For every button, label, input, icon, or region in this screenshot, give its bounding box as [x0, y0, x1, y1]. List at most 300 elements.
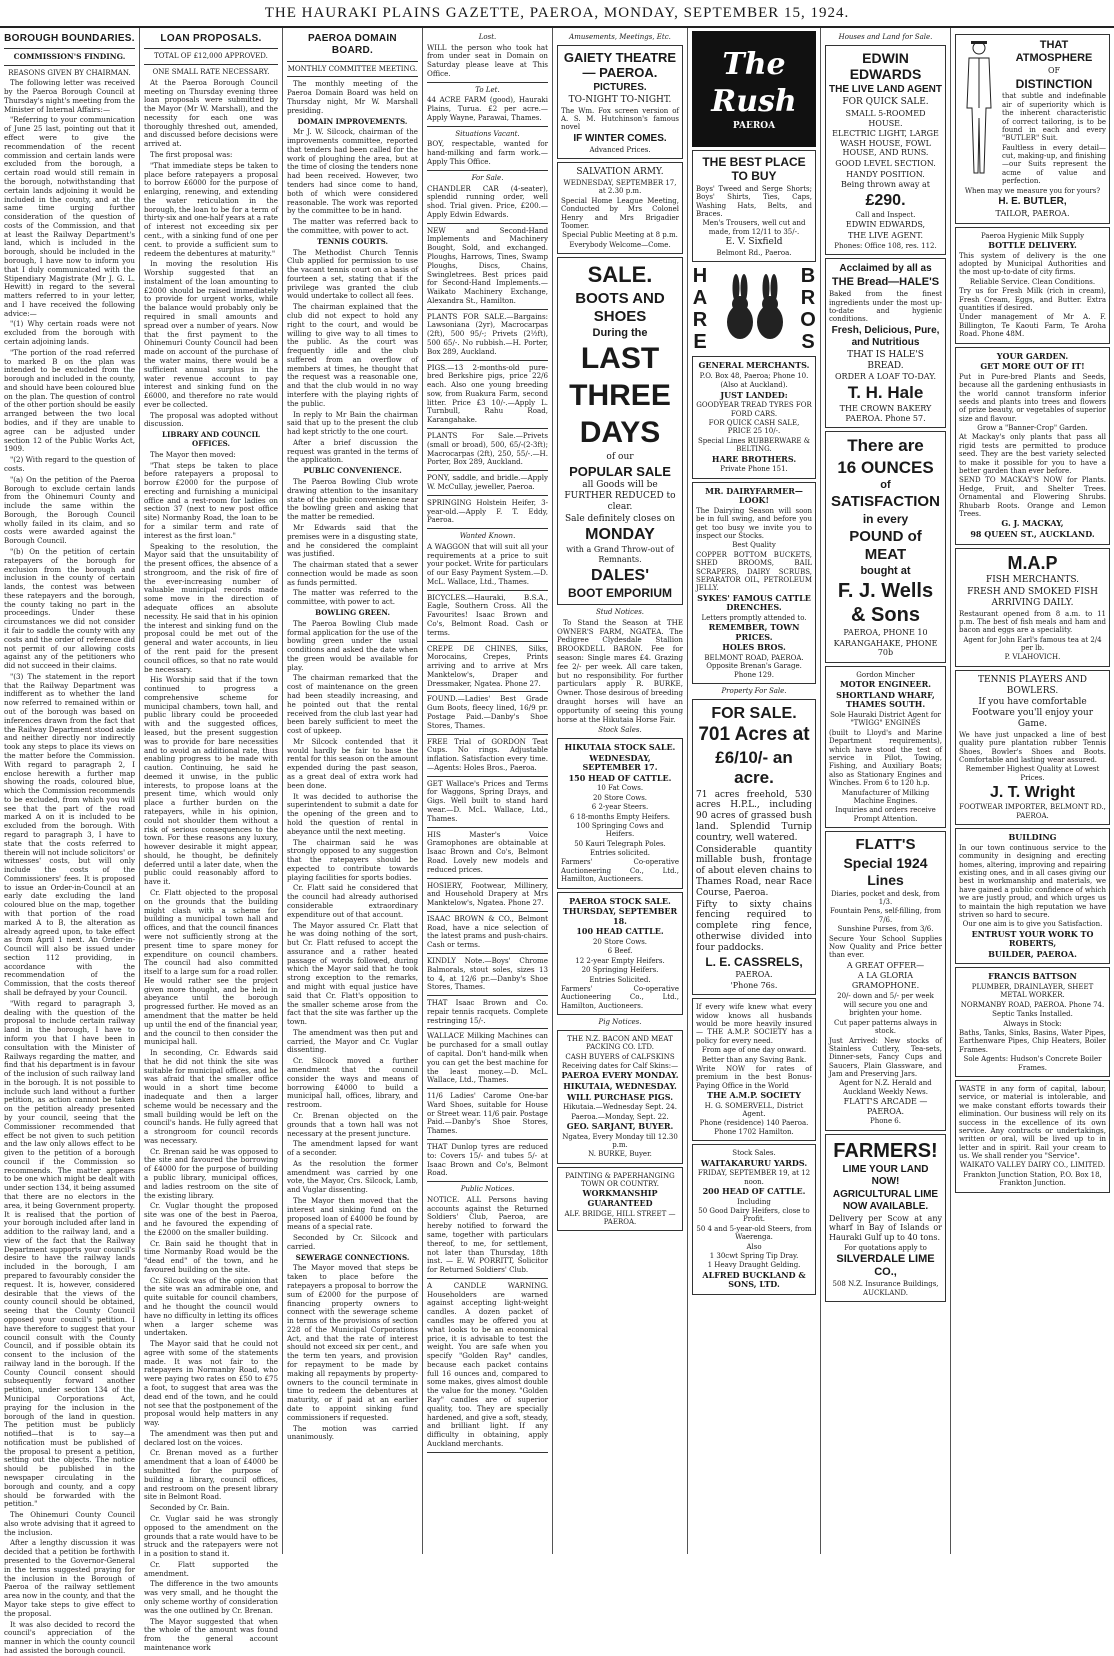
- divider: [427, 223, 548, 224]
- paragraph: Mr Silcock contended that it would hardly be fair to base the rental for this season on the amount expended during the past season, as a great deal of extra work had been done.: [287, 736, 418, 790]
- classified-ad: WILL the person who took hat from under seat in Domain on Saturday please leave at This Office.: [427, 42, 548, 79]
- column-rush-hare-property: [688, 28, 821, 1554]
- ad-line: FISH MERCHANTS.: [985, 575, 1080, 586]
- divider: [427, 1181, 548, 1182]
- ad-line: THAT IS HALE'S BREAD.: [847, 349, 924, 371]
- divider: [427, 911, 548, 912]
- classified-ad: 11/6 Ladies' Carome One-bar Ward Shoes, suitable for House or Street wear. 11/6 pair. Postage Paid.—Danby's Shoe Stores, Thames.: [427, 1091, 548, 1136]
- ad-line: in every: [862, 512, 909, 527]
- ad-line: COPPER BOTTOM BUCKETS, SHED BROOMS, BAIL SCRAPERS, DAIRY SCRUBS, SEPARATOR OIL, PETROLEUM JELLY.: [696, 550, 812, 593]
- ad-line: Frankton Junction Station, P.O. Box 18, Frankton Junction.: [963, 1170, 1102, 1188]
- ad-line: E. V. Sixfield: [725, 237, 783, 248]
- wright-footwear-ad: [955, 670, 1110, 825]
- divider: [427, 776, 548, 777]
- paragraph: The Mayor said that he could not agree with some of the statements made. It was not fair to the ratepayers in Normanby Road, who were paying two rates on £50 to £75 a foot, to suggest that area was the dead end of the town, and he could not see that the postponement of the proposal would help matters in any way.: [144, 1339, 278, 1428]
- classified-ad: GET Wallace's Prices and Terms for Waggons, Spring Drays, and Gigs. Well built to stand hard wear.—D. McL. Wallace, Ltd., Thames.: [427, 778, 548, 823]
- ad-line: BOTTLE DELIVERY.: [988, 240, 1077, 251]
- ad-line: Considerable quantity millable bush, frontage of about eleven chains to Thames Road, near Race Course, Paeroa.: [696, 844, 812, 898]
- divider: [427, 734, 548, 735]
- ad-line: YOUR GARDEN.: [996, 350, 1069, 361]
- ad-line: WASTE in any form of capital, labour, service, or material is intolerable, and we make constant efforts towards their elimination. Our business will rely on its success in the excellence of its own service. Any contracts or undertakings, written or oral, will be lived up to in letter and in spirit. Rail your cream to us. We shall render you "Service".: [959, 1084, 1106, 1161]
- ad-line: 10 Fat Cows.: [596, 784, 644, 793]
- ad-line: £6/10/- an acre.: [715, 747, 793, 788]
- ad-line: We have just unpacked a line of best quality pure plantation rubber Tennis Shoes, Bowler's Shoes and Boots. Comfortable and lasting wear assured.: [959, 730, 1106, 765]
- paragraph: The chairman said he was strongly opposed to any suggestion that the ratepayers should be expected to contribute towards playing facilities for sports bodies.: [287, 837, 418, 882]
- ad-line: BELMONT ROAD, PAEROA. Opposite Brenan's Garage. Phone 129.: [704, 654, 804, 679]
- rush-ad: [692, 150, 816, 262]
- ad-line: HARE BROTHERS.: [711, 453, 797, 464]
- ad-line: Special Home League Meeting, Conducted by Mrs Colonel Henry and Mrs Brigadier Toomer.: [561, 196, 679, 230]
- paragraph: The Mayor suggested that when the whole of the amount was found from the general account maintenance work: [144, 1616, 278, 1652]
- masthead: THE HAURAKI PLAINS GAZETTE, PAEROA, MONDAY, SEPTEMBER 15, 1924.: [0, 0, 1114, 28]
- hikutaia-stock-sale: [557, 738, 683, 889]
- ad-line: 20 Springing Heifers.: [581, 966, 659, 975]
- ad-line: HIKUTAIA, WEDNESDAY.: [563, 1080, 677, 1091]
- ad-line: The Wm. Fox screen version of A. S. M. Hutchinson's famous novel: [561, 106, 679, 132]
- divider: [427, 126, 548, 127]
- ad-line: THE BEST PLACE TO BUY: [702, 155, 806, 184]
- paragraph: Seconded by Cr. Silcock and carried.: [287, 1233, 418, 1251]
- ad-line: 701 Acres at: [698, 724, 810, 746]
- paragraph: Cr. Bain said he thought that in time Normanby Road would be the "dead end" of the town, and he favoured building on the site.: [144, 1238, 278, 1274]
- classified-ad: FOUND.—Ladies' Best Grade Gum Boots, fleecy lined, 16/9 pr. Postage Paid.—Danby's Shoe Stores, Thames.: [427, 694, 548, 730]
- ad-line: WEDNESDAY, SEPTEMBER 17, at 2.30 p.m.: [563, 179, 677, 196]
- ad-line: Delivery per Scow at any wharf in Bay of Islands or Hauraki Gulf up to 40 tons.: [829, 1213, 942, 1243]
- ad-line: AGRICULTURAL LIME NOW AVAILABLE.: [832, 1188, 939, 1212]
- divider: [427, 428, 548, 429]
- paragraph: TENNIS COURTS.: [317, 236, 388, 246]
- ad-line: Sunshine Purses, from 3/6.: [837, 925, 934, 934]
- ad-line: N. BURKE, Buyer.: [588, 1150, 652, 1159]
- cassrels-property-ad: [692, 699, 816, 995]
- ad-line: THE LIVE LAND AGENT: [829, 84, 942, 96]
- ad-line: The Dairying Season will soon be in full swing, and before you get too busy we invite you to inspect our Stocks.: [696, 506, 812, 540]
- ad-line: Best Quality: [732, 541, 776, 550]
- divider: [427, 309, 548, 310]
- paragraph: LIBRARY AND COUNCIL OFFICES.: [162, 430, 260, 448]
- ad-line: Agent for John Earl's famous tea at 2/4 per lb.: [963, 635, 1102, 653]
- ad-line: PLUMBER, DRAINLAYER, SHEET METAL WORKER.: [971, 983, 1094, 1000]
- paragraph: Cr. Brenan moved as a further amendment that a loan of £4000 be submitted for the purpose of building a library, council offices, and restroom on the present library site in Belmont Road.: [144, 1448, 278, 1502]
- column-loan-proposals: [140, 28, 283, 1652]
- ad-line: PAEROA STOCK SALE.: [569, 895, 671, 906]
- divider: [427, 170, 548, 171]
- paragraph: The chairman stated that a sewer connection would be made as soon as funds permitted.: [287, 560, 418, 587]
- ad-line: Manufacturer of Milking Machine Engines.: [841, 788, 930, 805]
- ad-line: Septic Tanks Installed.: [992, 1010, 1073, 1019]
- roberts-builder-ad: [955, 828, 1110, 964]
- ad-line: LIME YOUR LAND NOW!: [842, 1163, 929, 1187]
- gentleman-figure-icon: [959, 38, 999, 178]
- ad-line: H. E. BUTLER,: [998, 196, 1067, 208]
- article-title: BOROUGH BOUNDARIES.: [4, 33, 135, 44]
- ad-line: Also: [746, 1242, 762, 1251]
- ad-line: PAEROA.: [735, 970, 773, 980]
- mackay-garden-ad: [955, 347, 1110, 545]
- classified-ad: KINDLY Note.—Boys' Chrome Balmorals, stout soles, sizes 13 to 4, at 12/6 pr.—Danby's Shoe Stores, Thames.: [427, 955, 548, 992]
- ad-line: POPULAR SALE: [569, 463, 671, 479]
- ad-line: SEND TO MACKAY'S NOW for Plants. Hedge, Fruit, and Shelter Trees. Ornamental and Flowering Shrubs. Rhubarb Roots. Orange and Lemon Trees.: [959, 476, 1106, 518]
- classified-ad: SPRINGING Holstein Heifer, 3-year-old.—Apply F. T. Eddy, Paeroa.: [427, 497, 548, 525]
- ad-line: Hikutaia.—Wednesday Sept. 24.: [563, 1103, 677, 1112]
- ad-line: Gordon Mincher: [856, 670, 915, 679]
- ad-line: CASH BUYERS of CALFSKINS: [565, 1052, 675, 1061]
- ad-line: PAEROA, PHONE 10: [843, 628, 928, 638]
- ad-line: SALVATION ARMY.: [576, 167, 664, 178]
- ad-line: PAINTING & PAPERHANGING TOWN OR COUNTRY.: [565, 1171, 675, 1189]
- section-heading: Amusements, Meetings, Etc.: [569, 33, 671, 41]
- ad-line: Special 1924 Lines: [843, 855, 928, 888]
- ad-line: 12 2-year Empty Heifers.: [575, 956, 665, 965]
- paragraph: As the resolution the former amendment was carried by one vote, the Mayor, Crs. Silcock, Lamb, and Vuglar dissenting.: [287, 1158, 418, 1195]
- ad-line: WEDNESDAY, SEPTEMBER 17.: [582, 752, 658, 773]
- paragraph: The chairman remarked that the cost of maintenance on the green had been steadily increasing, and he pointed out that the rental received from the club last year had been barely sufficient to meet the cost of upkeep.: [287, 673, 418, 736]
- ad-line: HANDY POSITION.: [846, 169, 925, 179]
- paragraph: Cr. Flatt objected to the proposal on the grounds that the building might clash with a scheme for building a municipal town hall and offices, and that the council finances were not sufficiently strong at the present time to spare money for expenditure on council chambers. The council had also committed itself to a large sum for a road roller. He would rather see the project given more thought, and be held in abeyance until the borough progressed further. He moved as an amendment that the matter be held up until the end of the financial year, and the council to then consider the municipal hall.: [144, 888, 278, 1047]
- ad-line: Baths, Tanks, Sinks, Basins, Water Pipes, Earthenware Pipes, Chip Heaters, Boiler Frames.: [959, 1029, 1106, 1054]
- ad-line: will secure you one and brighten your home.: [843, 1000, 928, 1018]
- ad-line: 6 Beef.: [607, 947, 633, 956]
- section-heading: Public Notices.: [460, 1185, 515, 1194]
- section-heading: Situations Vacant.: [455, 129, 520, 138]
- ad-line: TO-NIGHT TO-NIGHT.: [568, 94, 672, 105]
- paragraph: The chairman explained that the club did not expect to hold any right to the court, and would be willing to give way to all times to the public. As the court was frequently idle and the club suffered from an overflow of members at times, he thought that the request was a reasonable one, and that the club would in no way interfere with the playing rights of the public.: [287, 302, 418, 408]
- ad-line: 508 N.Z. Insurance Buildings, AUCKLAND.: [832, 1280, 939, 1297]
- ad-line: Just Arrived: New stocks of Stainless Cutlery, Tea-sets, Dinner-sets, Fancy Cups and Saucers, Plain Glassware, and Jam and Preserving Jars.: [829, 1036, 942, 1079]
- ad-line: 6 18-months Empty Heifers.: [569, 812, 671, 821]
- ad-line: Paeroa Hygienic Milk Supply: [980, 231, 1085, 240]
- paragraph: "(1) Why certain roads were not excluded from the borough with certain adjoining lands.: [4, 319, 135, 347]
- ad-line: Diaries, pocket and desk, from 1/3.: [831, 889, 940, 907]
- ad-line: Agent for N.Z. Herald and Auckland Weekly News.: [839, 1079, 932, 1096]
- ad-line: HOLES BROS.: [722, 642, 786, 653]
- paragraph: At the Paeroa Borough Council meeting on Thursday evening three loan proposals were submitted by the Mayor (Mr W. Marshall), and the necessity for each one was thoroughly threshed out, amended, and discussed before decisions were arrived at.: [144, 77, 278, 149]
- ad-line: FRANCIS BATTSON: [988, 971, 1077, 982]
- paragraph: The Mayor then moved that the interest and sinking fund on the proposed loan of £4000 be found by means of a special rate.: [287, 1195, 418, 1232]
- section-heading: Pig Notices.: [598, 1018, 642, 1027]
- ad-line: Receiving dates for Calf Skins:—: [561, 1061, 679, 1070]
- ad-line: 200 HEAD OF CATTLE.: [702, 1186, 806, 1197]
- salvation-army-ad: [557, 162, 683, 254]
- ad-line: NORMANBY ROAD, PAEROA. Phone 74.: [960, 1000, 1105, 1009]
- milk-supply-ad: [955, 227, 1110, 344]
- article-body: [4, 79, 135, 1655]
- ad-line: 100 HEAD CATTLE.: [576, 926, 664, 937]
- ad-line: PAEROA EVERY MONDAY.: [561, 1070, 679, 1081]
- ad-line: Phone (residence) 140 Paeroa. Phone 1702 Hamilton.: [699, 1119, 809, 1136]
- ad-line: Fifty to sixty chains fencing required to complete ring fence, otherwise divided into four paddocks.: [696, 899, 812, 953]
- divider: [427, 1139, 548, 1140]
- ad-line: SHORTLAND WHARF, THAMES SOUTH.: [836, 689, 935, 710]
- ad-line: GAIETY THEATRE — PAEROA.: [563, 49, 677, 81]
- paragraph: The following letter was received by the Paeroa Borough Council at Thursday's night's meeting from the Minister of Internal Affairs:—: [4, 78, 135, 114]
- divider: [427, 360, 548, 361]
- ad-line: SALE.: [587, 262, 653, 288]
- paragraph: Cr. Vuglar thought the proposed site was one of the best in Paeroa, and he favoured the expending of the £2000 on the smaller building.: [144, 1201, 278, 1237]
- ad-line: Fountain Pens, self-filling, from 7/6.: [829, 907, 942, 924]
- ad-line: PICTURES.: [593, 81, 647, 93]
- ad-line: Ngatea, Every Monday till 12.30 p.m.: [562, 1132, 678, 1149]
- paragraph: After a brief discussion the request was granted in the terms of the application.: [287, 437, 418, 465]
- divider: [287, 76, 418, 77]
- paragraph: The motion was carried unanimously.: [287, 1423, 418, 1442]
- ad-line: IF WINTER COMES.: [573, 132, 667, 144]
- ad-line: P.O. Box 48, Paeroa; Phone 10.: [699, 371, 809, 380]
- ad-line: SMALL 5-ROOMED HOUSE.: [845, 109, 926, 128]
- ad-line: REMEMBER, TOWN PRICES.: [708, 622, 800, 642]
- paragraph: "Referring to your communication of June 25 last, pointing out that it effect were to give the recommendation of the recent commission and certain lands were excluded from the borough, a certain road would still remain in the borough, notwithstanding that certain lands adjoining it would be included in the county, and at the same time urging further consideration of the question of costs of the Commission, and that at least the Railway Department's land, which is included in the borough, should be included in the borough, I have now to inform you that I duly communicated with the Stipendiary Magistrate (Mr J. G. L. Hewitt) in regard to the several matters referred to in your letter, and I have received the following advice:—: [4, 115, 135, 318]
- ad-line: THURSDAY, SEPTEMBER 18.: [562, 906, 678, 926]
- divider: [287, 61, 418, 62]
- divider: [427, 590, 548, 591]
- classified-ad: NOTICE. ALL Persons having accounts against the Returned Soldiers' Club, Paeroa, are hereby notified to forward the same, together with particulars thereof, to me, for settlement, not later than Thursday, 18th inst. — E. W. PORRITT, Solicitor for Returned Soldiers' Club.: [427, 1194, 548, 1275]
- rush-logo-town: PAEROA: [732, 120, 776, 131]
- ad-line: SATISFACTION: [831, 493, 940, 511]
- paragraph: It was decided to authorise the superintendent to submit a date for the opening of the green and to hold the question of rental in abeyance until the next meeting.: [287, 791, 418, 836]
- wells-meat-ad: [825, 431, 946, 662]
- section-heading: Lost.: [478, 33, 497, 41]
- paragraph: Cr. Brenan objected on the grounds that a town hall was not necessary at the present juncture.: [287, 1110, 418, 1138]
- paragraph: The Mayor moved that steps be taken to place before the ratepayers a proposal to borrow the sum of £2000 for the purpose of financing property owners to connect with the sewerage scheme in terms of the provisions of section 228 of the Municipal Corporations Act, and that the rate of interest should not exceed six per cent., and the term ten years, and provision for repayment to be made by making all repayments by property-owners to the council terminate in time to redeem the debentures at maturity, or if paid at an earlier date to appoint sinking fund commissioners if requested.: [287, 1263, 418, 1422]
- divider: [427, 691, 548, 692]
- paragraph: The Mayor then moved:: [150, 449, 236, 459]
- ad-line: 50 Good Dairy Heifers, close to Profit.: [698, 1207, 810, 1224]
- stud-notice: To Stand the Season at THE OWNER'S FARM, NGATEA. The Pedigree Clydesdale Stallion BROOKDELL BARON. Fee for season: Single mares £4. Grazing fee 2/- per week. All care taken, but no responsibility. For further particulars apply R. BURKE, Owner. Those desirous of breeding draught horses will have an opportunity of seeing this young horse at the Hikutaia Horse Fair.: [557, 617, 683, 724]
- ad-line: Acclaimed by all as: [839, 262, 932, 274]
- ad-line: 20 Store Cows.: [592, 793, 648, 802]
- ad-line: Letters promptly attended to.: [701, 613, 807, 622]
- paragraph: BOWLING GREEN.: [315, 607, 390, 617]
- paragraph: Cr. Flatt supported the amendment.: [144, 1559, 278, 1578]
- ad-line: Advanced Prices.: [589, 145, 651, 154]
- ad-line: In our town continuous service to the community in designing and erecting homes, altering, improving and repairing existing ones, and in all cases giving our best in workmanship and materials, we have gained a public confidence of which we are justly proud, and which urges us to maintain the high reputation we have striven so hard to secure.: [959, 843, 1106, 919]
- ad-line: 150 HEAD OF CATTLE.: [568, 772, 672, 783]
- ad-line: 100 Springing Cows and Heifers.: [576, 821, 664, 839]
- ad-line: JUST LANDED:: [720, 389, 788, 400]
- ad-line: From age of one day onward.: [701, 1046, 807, 1055]
- ad-line: 'Phone 76s.: [730, 980, 778, 990]
- ad-line: of our: [606, 451, 634, 462]
- column-agents-bakery: [821, 28, 951, 1554]
- paragraph: "The portion of the road referred to marked B on the plan was intended to be excluded from the borough and included in the county, and should have been coloured blue on the plan. The question of control of the other portion should be easily arranged between the two local bodies, and if they are unable to agree can be adjusted under section 12 of the Public Works Act, 1909.: [4, 347, 135, 454]
- ad-line: bought at: [860, 564, 911, 577]
- dales-sale-ad: [557, 257, 683, 605]
- ad-line: POUND of MEAT: [849, 527, 922, 563]
- ad-line: For quotations apply to: [844, 1243, 927, 1252]
- butler-tailor-ad: [955, 34, 1110, 224]
- paragraph: The amendment was then put and declared lost on the voices.: [144, 1428, 278, 1447]
- ad-line: A GREAT OFFER—: [846, 960, 925, 970]
- painting-ad: [557, 1167, 683, 1232]
- section-heading: For Sale.: [471, 173, 504, 182]
- classified-ad: BOY, respectable, wanted for hand-milking and farm work.—Apply This Office.: [427, 139, 548, 167]
- ad-line: THE LIVE AGENT.: [847, 230, 924, 240]
- section-heading: Stock Sales.: [598, 726, 642, 735]
- paragraph: It was also decided to record the council's appreciation of the manner in which the county council had assisted the borough council.: [4, 1619, 135, 1655]
- rush-logo: [692, 31, 816, 147]
- ad-line: HIKUTAIA STOCK SALE.: [564, 741, 676, 752]
- column-tailor-trades: [951, 28, 1114, 1554]
- ad-line: FOOTWEAR IMPORTER, BELMONT RD., PAEROA.: [959, 803, 1106, 820]
- ad-line: GEO. SARJANT, BUYER.: [566, 1120, 674, 1131]
- ad-line: Fresh, Delicious, Pure, and Nutritious: [831, 324, 940, 348]
- ad-line: TENNIS PLAYERS AND BOWLERS.: [978, 674, 1087, 696]
- ad-line: Inquiries and orders receive Prompt Attention.: [835, 806, 936, 823]
- ad-line: ENTRUST YOUR WORK TO ROBERTS,: [971, 928, 1094, 949]
- classified-ad: HIS Master's Voice Gramophones are obtainable at Isaac Brown and Co's, Belmont Road. Lovely new models and reduced prices.: [427, 829, 548, 874]
- ad-line: Put in Pure-bred Plants and Seeds, because all the gardening enthusiasts in the world cannot transform inferior seeds and plants into trees and flowers of prize beauty, or vegetables of superior size and flavour.: [959, 372, 1106, 423]
- ad-line: Everybody Welcome—Come.: [569, 240, 671, 249]
- gaiety-theatre-ad: [557, 45, 683, 160]
- ad-line: all Goods will be FURTHER REDUCED to clear.: [564, 480, 676, 512]
- mincher-engineer-ad: [825, 666, 946, 828]
- ad-line: T. H. Hale: [847, 382, 924, 402]
- article-subtitle: MONTHLY COMMITTEE MEETING.: [287, 64, 418, 73]
- paragraph: "That steps be taken to place before ratepayers a proposal to borrow £2000 for the purpose of erecting and furnishing a municipal office and a rest-room for ladies on section 37 (next to new post office site) Normanby Road, the loan to be for a similar term and rate of interest as the first loan.": [144, 460, 278, 540]
- waitakaruru-stock-sale: [692, 1144, 816, 1295]
- ad-line: EDWIN EDWARDS: [849, 49, 922, 83]
- paragraph: The amendment was then put and carried, the Mayor and Cr. Vuglar dissenting.: [287, 1027, 418, 1055]
- ad-line: Sale definitely closes on: [564, 513, 676, 524]
- paragraph: Cr. Flatt said he considered that the council had already authorised considerable extraordinary expenditure out of that account.: [287, 883, 418, 919]
- classified-ad: WALLACE Milking Machines can be purchased for a small outlay of capital. Don't hand-milk when you can get the best machine for the least money.—D. McL. Wallace, Ltd., Thames.: [427, 1031, 548, 1085]
- ad-line: (Also at Auckland).: [720, 381, 788, 390]
- classified-ad: THAT Isaac Brown and Co. repair tennis racquets. Complete restringing 15/-.: [427, 998, 548, 1025]
- ad-line: 98 QUEEN ST., AUCKLAND.: [970, 528, 1095, 539]
- ad-line: THE A.M.P. SOCIETY: [707, 1090, 801, 1101]
- paragraph: "That immediate steps be taken to place before ratepayers a proposal to borrow £6000 for the purpose of enlarging, renewing, and extending the water reticulation in the borough, the loan to be for a term of thirty-six and one-half years at a rate of interest not exceeding six per cent., with a sinking fund of one per cent. to provide a sufficient sum to redeem the debentures at maturity.": [144, 160, 278, 258]
- ad-line: During the: [592, 326, 648, 339]
- ad-line: (built to Lloyd's and Marine Department requirements), which have stood the test of service in Pilot, Towing, Fishing, and Auxiliary Boats; also as Stationary Engines and Winches. From 6 to 120 h.p.: [829, 728, 942, 788]
- ad-line: Phone 6.: [870, 1117, 901, 1126]
- classified-ad: BICYCLES.—Hauraki, B.S.A., Eagle, Southern Cross. All the Favourites! Isaac Brown and Co's, Belmont Road. Cash or terms.: [427, 592, 548, 637]
- classified-ad: A WAGGON that will suit all your requirements at a price to suit your pocket. Write for particulars of our Easy Payment System.—D. McL. Wallace, Ltd., Thames.: [427, 541, 548, 586]
- classified-ad: PIGS.—13 2-months-old pure-bred Berkshire pigs, price 22/6 each. Also one young breeding sow, from Ruakura Farm, second litter. Price £3 10/-.—Apply L. Turnbull, Rahu Road, Karangahake.: [427, 362, 548, 425]
- ad-line: OF: [1047, 66, 1061, 76]
- ad-line: FOR SALE.: [711, 704, 797, 722]
- classified-ad: A CANDLE WARNING. Householders are warned against accepting light-weight candles. A dozen packet of candles may be offered you at what looks to be an economical price, it is advisable to test the weight. You are safe when you specify "Golden Ray" candles, because each packet contains full 16 ounces and, compared to some makes, gives almost double the value for the money. "Golden Ray" candles are of superior quality, too. They are specially hardened, and give a soft, steady, and brilliant light. If any difficulty in obtaining, apply Auckland merchants.: [427, 1280, 548, 1448]
- paragraph: The monthly meeting of the Paeroa Domain Board was held on Thursday night, Mr W. Marshall presiding.: [287, 79, 418, 115]
- paragraph: Mr Edwards said that the premises were in a disgusting state, and he considered the complaint was justified.: [287, 522, 418, 559]
- ad-line: BUILDER, PAEROA.: [988, 948, 1077, 959]
- ad-line: BOOT EMPORIUM: [568, 585, 672, 600]
- waikato-dairy-ad: [955, 1080, 1110, 1193]
- ad-line: M.A.P: [1007, 552, 1058, 573]
- ad-line: GENERAL MERCHANTS.: [698, 360, 810, 371]
- hare-vertical-word: H A R E: [692, 265, 708, 354]
- ad-line: BOOTS AND SHOES: [575, 289, 665, 325]
- map-fish-ad: [955, 548, 1110, 667]
- paragraph: In seconding, Cr. Edwards said that he did not think the site was suitable for municipal offices, and he was afraid that the smaller office would in a short time become inadequate and then a larger scheme would be necessary and the small building would be left on the council's hands. He fully agreed that a strongroom for council records was necessary.: [144, 1048, 278, 1145]
- divider: [144, 48, 278, 49]
- classified-ad: 44 ACRE FARM (good), Hauraki Plains, Turua. £2 per acre.—Apply Wayne, Parawai, Thames.: [427, 95, 548, 123]
- section-heading: Houses and Land for Sale.: [838, 33, 933, 41]
- ad-line: FOR QUICK CASH SALE, PRICE 25 10/-.: [708, 419, 800, 436]
- section-heading: Wanted Known.: [459, 532, 516, 541]
- divider: [427, 995, 548, 996]
- hare-bros-ad: [692, 356, 816, 478]
- ad-line: Baked from the finest ingredients under the most up-to-date and hygienic conditions.: [829, 290, 942, 324]
- divider: [427, 470, 548, 471]
- ad-line: EDWIN EDWARDS,: [845, 220, 926, 230]
- ad-line: There are: [847, 436, 924, 456]
- ad-line: WORKMANSHIP GUARANTEED: [582, 1188, 658, 1209]
- ad-line: 1 30cwt Spring Tip Dray.: [709, 1251, 799, 1260]
- ad-line: GET MORE OUT OF IT!: [980, 361, 1085, 372]
- ad-line: ELECTRIC LIGHT, LARGE WASH HOUSE, FOWL HOUSE, AND RUNS.: [832, 129, 939, 158]
- divider: [4, 48, 135, 49]
- ad-line: KARANGAHAKE, PHONE 70b: [833, 638, 938, 658]
- ad-line: Special Public Meeting at 8 p.m.: [562, 231, 678, 240]
- ad-line: Phones: Office 108, res. 112.: [834, 241, 937, 250]
- ad-line: of: [880, 479, 891, 492]
- classified-ad: PONY, saddle, and bridle.—Apply W. McCullay, jeweller, Paeroa.: [427, 473, 548, 491]
- ad-line: Being thrown away at: [841, 180, 930, 190]
- ad-line: Sole Hauraki District Agent for "TWIGG" ENGINES: [830, 710, 941, 728]
- ad-line: F. J. Wells & Sons: [837, 580, 934, 627]
- ad-line: Boys' Tweed and Serge Shorts; Boys' Shirts, Ties, Caps, Washing Hats, Belts, and Braces.: [696, 184, 812, 218]
- ad-line: WILL PURCHASE PIGS.: [566, 1091, 674, 1102]
- ad-line: that subtle and indefinable air of superiority which is the inherent characteristic of correct tailoring, is to be found in each and every "BUTLER" Suit.: [1002, 92, 1106, 143]
- ad-line: WAITAKARURU YARDS.: [700, 1157, 808, 1168]
- column-borough-boundaries: [0, 28, 140, 1655]
- paragraph: Cr. Brenan said he was opposed to the site and favoured the borrowing of £4000 for the purpose of building a public library, municipal offices, and ladies restroom on the site of the existing library.: [144, 1146, 278, 1200]
- ad-line: 16 OUNCES: [837, 457, 934, 477]
- classified-ad: FREE Trial of GORDON Teat Cups. No rings. Adjustable inflation. Satisfaction every time.—Agents: Holes Bros., Paeroa.: [427, 736, 548, 772]
- ad-line: TAILOR, PAEROA.: [995, 209, 1070, 219]
- ad-line: Belmont Rd., Paeroa.: [716, 248, 792, 257]
- divider: [144, 64, 278, 65]
- article-title: PAEROA DOMAIN BOARD.: [308, 33, 397, 57]
- divider: [427, 1278, 548, 1279]
- paragraph: Seconded by Cr. Bain.: [150, 1503, 230, 1513]
- hare-bros-banner: [692, 265, 816, 353]
- ad-line: THREE: [569, 378, 671, 412]
- hale-bakery-ad: [825, 258, 946, 429]
- paragraph: PUBLIC CONVENIENCE.: [303, 466, 402, 476]
- paragraph: Mr J. W. Silcock, chairman of the improvements committee, reported that tenders had been called for the work of ploughing the area, but at the time of closing the tenders none had been received. However, two tenders had since come to hand, both of which were considered reasonable. The work was reported by the committee to be in hand.: [287, 127, 418, 216]
- ad-line: DALES': [590, 566, 650, 584]
- paragraph: The Ohinemuri County Council also wrote advising that it agreed to the inclusion.: [4, 1510, 135, 1537]
- ad-line: 20/- down and 5/- per week: [837, 991, 934, 1000]
- classified-ad: NEW and Second-Hand Implements and Machinery Bought, Sold, and exchanged. Ploughs, Harrows, Tines, Swamp Ploughs, Discs, Chains, Swingletrees. Best prices paid for Second-Hand Implements.—Waikato Machinery Exchange, Alexandra St., Hamilton.: [427, 225, 548, 305]
- ad-line: Try us for Fresh Milk (rich in cream), Fresh Cream, Eggs, and Butter. Extra quantities if desired.: [959, 287, 1106, 312]
- section-heading: To Let.: [475, 85, 500, 94]
- paragraph: "With regard to paragraph 3, dealing with the question of the proposal to include certain railway land in the borough, I have to inform you that I have been in consultation with the Minister of Railways regarding the matter, and find that his department is in favour of the inclusion of such railway land in the borough. It is not possible to include such land without a further petition, as action cannot be taken on the petition already presented by your council, seeing that the Commissioner recommended that effect be not given to such petition and the law only allows effect to be given to the petition of a borough council if the Commission so recommends. The matter appears to be one which might be dealt with under section 134, it being assumed that there are no electors in the area, it being Government property. It is realised that the portion of your borough included after land in addition to the railway land, and a view of the fact that the Railway Department supports your council's desire to have the railway lands included in the borough, I am prepared to favourably consider the request. It is, however, considered desirable that the views of the county council should be obtained, seeing that the County Council opposed your council's petition. I have therefore to suggest that your council consult with the County Council, and if possible obtain its consent to the inclusion of the railway land in the borough. If the County Council consent should subsequently forward another petition, under section 134 of the Municipal Corporations Act, praying for the inclusion in the borough of the land in question. The petition must be publicly notified—that is to say—a notification must be published of the proposal to present a petition, setting out the objects. The notice should be published in the newspaper circulating in the borough and county, and a copy should be forwarded with the petition.": [4, 998, 135, 1509]
- paragraph: In reply to Mr Bain the chairman said that up to the present the club had kept strictly to the one court.: [287, 409, 418, 437]
- paragraph: The matter was referred back to the committee, with power to act.: [287, 217, 418, 235]
- ad-line: Call and Inspect.: [855, 211, 916, 219]
- ad-line: Paeroa.—Monday, Sept. 22.: [571, 1112, 669, 1121]
- ad-line: WAIKATO VALLEY DAIRY CO., LIMITED.: [959, 1161, 1106, 1170]
- ad-line: If you have comfortable Footware you'll enjoy your Game.: [971, 697, 1094, 730]
- divider: [4, 65, 135, 66]
- battson-plumber-ad: [955, 967, 1110, 1077]
- paragraph: The amendment lapsed for want of a seconder.: [287, 1139, 418, 1158]
- article-subtitle: TOTAL OF £12,000 APPROVED.: [154, 52, 268, 61]
- ad-line: Including: [737, 1197, 771, 1206]
- paragraph: DOMAIN IMPROVEMENTS.: [297, 116, 408, 126]
- article-body: [144, 79, 278, 1653]
- ad-line: At Mackay's only plants that pass all rigid tests are permitted to produce seed. They are the best variety selected to make it possible for you to have a better garden than ever before.: [959, 433, 1106, 476]
- ad-line: Reliable Service. Clean Conditions.: [969, 277, 1096, 286]
- paragraph: "(a) On the petition of the Paeroa Borough to exclude certain lands from the Ohinemuri County and include the same within the Borough, the Borough Council wholly failed in its claim, and so costs were awarded against the Borough Council.: [4, 474, 135, 546]
- paeroa-stock-sale: [557, 892, 683, 1016]
- ad-line: H. G. SOMERVELL, District Agent.: [704, 1101, 804, 1119]
- paragraph: The difference in the two amounts was very small, and he thought the only scheme worthy of consideration was the one outlined by Cr. Brenan.: [144, 1579, 278, 1615]
- ad-line: 50 Kauri Telegraph Poles.: [574, 839, 666, 848]
- column-domain-board: [283, 28, 423, 1554]
